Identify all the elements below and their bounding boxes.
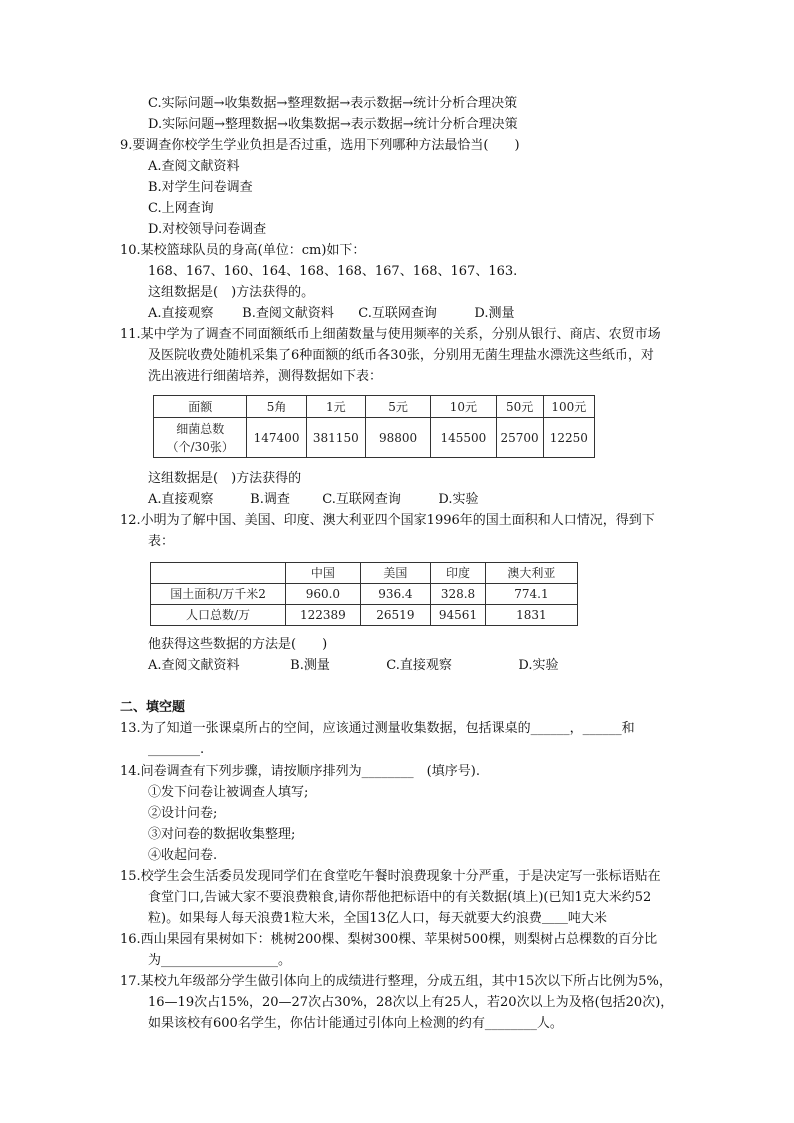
q14-step-4: ④收起问卷. [148,848,218,863]
q11-table-data-row [154,418,595,458]
q10-option-b: B.查阅文献资料 [242,306,334,321]
q12-option-b: B.测量 [290,658,330,673]
q11-value-cell: 381150 [306,418,365,458]
q12-table-row-population [151,605,578,626]
q14-step-1: ①发下问卷让被调查人填写; [148,785,309,800]
q9-option-a: A.查阅文献资料 [148,159,240,174]
q11-header-cell: 5元 [365,396,430,418]
q12-value-cell: 122389 [286,605,361,626]
q12-row-label-cell: 国土面积/万千米2 [151,584,286,605]
q10-data: 168、167、160、164、168、168、167、168、167、163. [148,264,518,279]
q11-header-cell: 100元 [543,396,594,418]
q12-value-cell: 960.0 [286,584,361,605]
q15-line3: 粒)。如果每人每天浪费1粒大米，全国13亿人口，每天就要大约浪费＿＿吨大米 [148,911,607,926]
q11-bacteria-table [153,395,595,458]
q11-option-d: D.实验 [438,492,479,507]
q12-header-cell: 美国 [360,563,430,584]
q11-options [148,490,479,510]
q15-line2: 食堂门口,告诫大家不要浪费粮食,请你帮他把标语中的有关数据(填上)(已知1克大米约52 [148,890,652,905]
q11-header-cell: 面额 [154,396,247,418]
q12-table-row-area [151,584,578,605]
q9-stem: 9.要调查你校学生学业负担是否过重，选用下列哪种方法最恰当( ) [120,138,520,153]
q8-option-d: D.实际问题→整理数据→收集数据→表示数据→统计分析合理决策 [148,117,518,132]
q11-header-cell: 10元 [431,396,496,418]
q11-header-cell: 1元 [306,396,365,418]
q12-value-cell: 26519 [360,605,430,626]
q13-line2: ________. [148,742,205,757]
q10-options [148,304,515,324]
q12-header-cell: 中国 [286,563,361,584]
q11-option-c: C.互联网查询 [322,492,401,507]
q12-option-a: A.查阅文献资料 [148,658,240,673]
q12-country-table [150,562,578,626]
q12-value-cell: 936.4 [360,584,430,605]
q11-value-cell: 12250 [543,418,594,458]
q11-header-cell: 50元 [496,396,543,418]
q12-option-c: C.直接观察 [386,658,452,673]
q11-value-cell: 147400 [247,418,306,458]
q12-value-cell: 1831 [485,605,577,626]
q12-row-label-cell: 人口总数/万 [151,605,286,626]
q12-value-cell: 774.1 [485,584,577,605]
q9-option-c: C.上网查询 [148,201,214,216]
q17-line1: 17.某校九年级部分学生做引体向上的成绩进行整理，分成五组，其中15次以下所占比例为5%， [120,974,672,989]
q12-header-cell [151,563,286,584]
q10-option-c: C.互联网查询 [358,306,437,321]
q12-header-cell: 印度 [431,563,486,584]
q17-line2: 16—19次占15%，20—27次占30%，28次以上有25人，若20次以上为及格(包括20次)， [148,995,674,1010]
q12-header-cell: 澳大利亚 [485,563,577,584]
q14-stem: 14.问卷调查有下列步骤，请按顺序排列为________ (填序号). [120,764,480,779]
q8-option-c: C.实际问题→收集数据→整理数据→表示数据→统计分析合理决策 [148,96,518,111]
q10-option-d: D.测量 [474,306,515,321]
q12-table-header-row [151,563,578,584]
q11-value-cell: 25700 [496,418,543,458]
q11-row-label-line2: （个/30张） [166,439,234,454]
q9-option-d: D.对校领导问卷调查 [148,222,267,237]
q14-step-3: ③对问卷的数据收集整理; [148,827,296,842]
q10-option-a: A.直接观察 [148,306,214,321]
q10-stem: 10.某校篮球队员的身高(单位：cm)如下： [120,243,366,258]
q11-ask: 这组数据是( )方法获得的 [148,471,302,486]
q13-line1: 13.为了知道一张课桌所占的空间，应该通过测量收集数据，包括课桌的______，______和 [120,721,635,736]
q11-stem-line3: 洗出液进行细菌培养，测得数据如下表： [148,369,383,384]
q12-options [148,656,559,676]
q11-row-label-line1: 细菌总数 [176,421,225,436]
q14-step-2: ②设计问卷; [148,806,218,821]
q9-option-b: B.对学生问卷调查 [148,180,253,195]
q11-table-header-row [154,396,595,418]
section-title-fill-in: 二、填空题 [120,700,186,715]
q12-ask: 他获得这些数据的方法是( ) [148,637,328,652]
q11-option-a: A.直接观察 [148,492,214,507]
q12-stem-line1: 12.小明为了解中国、美国、印度、澳大利亚四个国家1996年的国土面积和人口情况，得到下 [120,513,655,528]
q12-stem-line2: 表： [148,534,175,549]
q15-line1: 15.校学生会生活委员发现同学们在食堂吃午餐时浪费现象十分严重，于是决定写一张标语贴在 [120,869,661,884]
q12-value-cell: 94561 [431,605,486,626]
q17-line3: 如果该校有600名学生，你估计能通过引体向上检测的约有________人。 [148,1016,563,1031]
q11-header-cell: 5角 [247,396,306,418]
q11-stem-line2: 及医院收费处随机采集了6种面额的纸币各30张，分别用无菌生理盐水漂洗这些纸币，对 [148,348,654,363]
q11-row-label-cell [154,418,247,458]
q11-value-cell: 145500 [431,418,496,458]
q16-line1: 16.西山果园有果树如下：桃树200棵、梨树300棵、苹果树500棵，则梨树占总棵数的百分比 [120,932,658,947]
q11-stem-line1: 11.某中学为了调查不同面额纸币上细菌数量与使用频率的关系，分别从银行、商店、农贸市场 [120,327,661,342]
q10-ask: 这组数据是( )方法获得的。 [148,285,315,300]
q16-line2: 为__________________。 [148,953,292,968]
q11-option-b: B.调查 [250,492,290,507]
q12-option-d: D.实验 [518,658,559,673]
q12-value-cell: 328.8 [431,584,486,605]
q11-value-cell: 98800 [365,418,430,458]
